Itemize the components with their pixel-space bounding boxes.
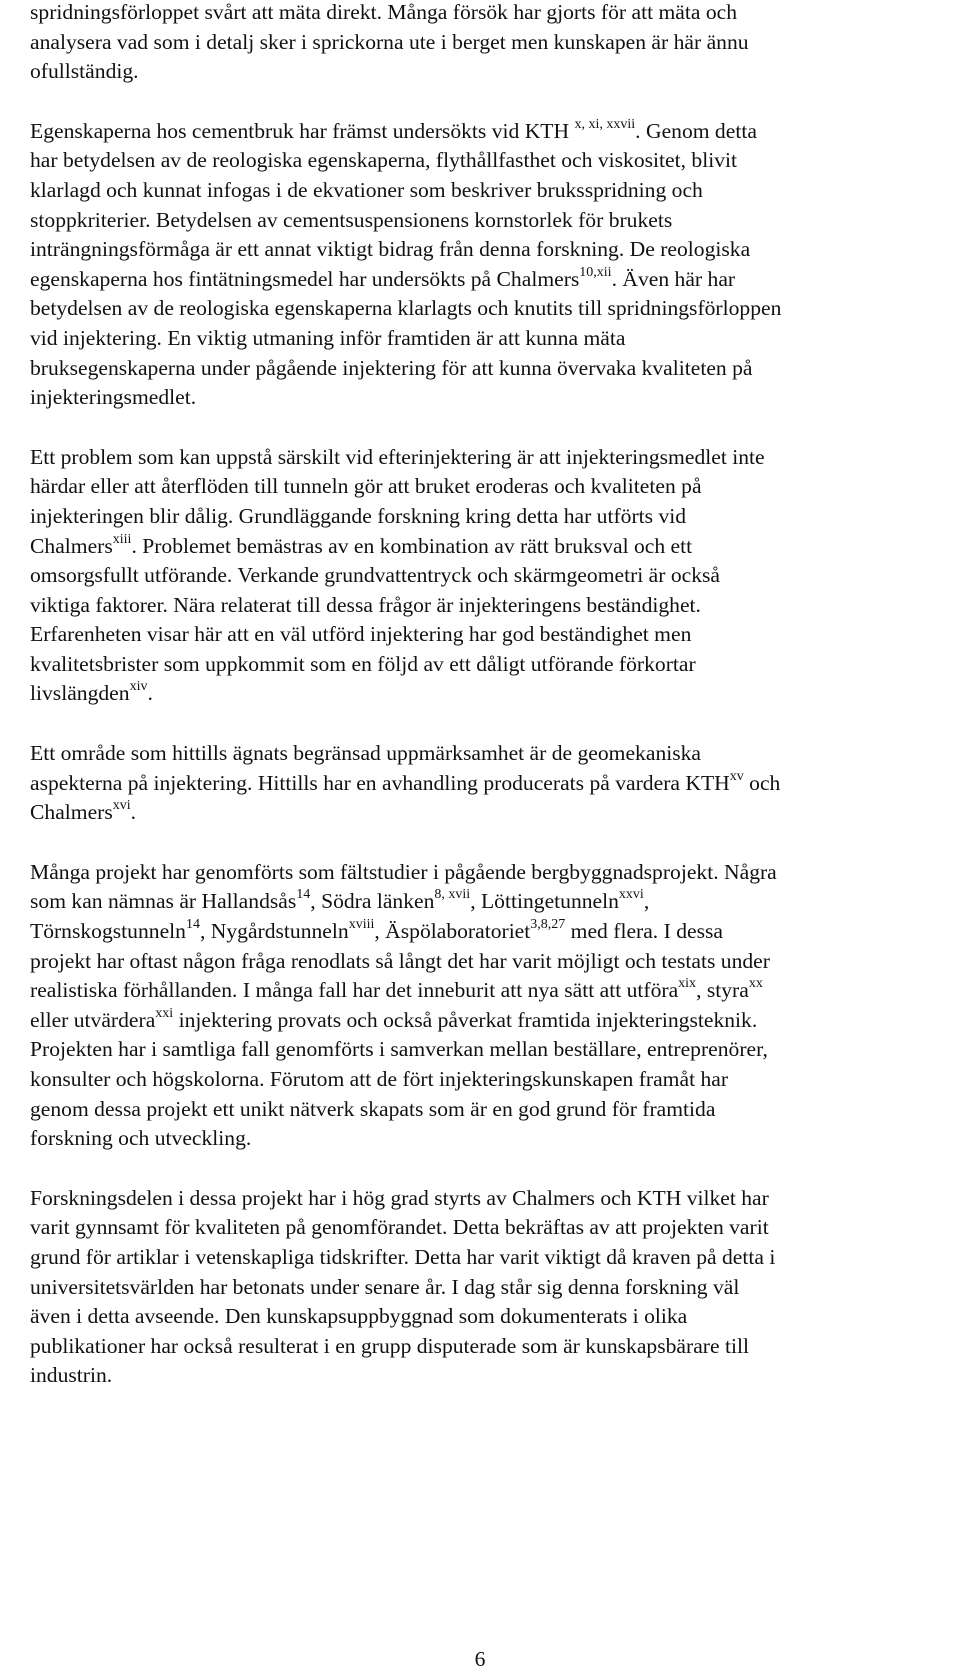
text-run: betydelsen av de reologiska egenskaperna klarlagts och knutits till spridningsförloppen — [30, 296, 782, 321]
reference-superscript: x, xi, xxvii — [574, 116, 636, 132]
text-run: Chalmers — [30, 800, 113, 825]
text-line — [30, 1243, 930, 1273]
text-run: viktiga faktorer. Nära relaterat till dessa frågor är injekteringens beständighet. — [30, 592, 701, 617]
text-run: som kan nämnas är Hallandsås — [30, 889, 297, 914]
text-line — [30, 917, 930, 947]
text-run: . Genom detta — [635, 118, 757, 143]
reference-superscript: 14 — [185, 917, 200, 933]
text-run: publikationer har också resulterat i en grupp disputerade som är kunskapsbärare till — [30, 1333, 749, 1358]
text-run: stoppkriterier. Betydelsen av cementsuspensionens kornstorlek för brukets — [30, 207, 673, 232]
text-run: forskning och utveckling. — [30, 1126, 252, 1151]
reference-superscript: xviii — [348, 917, 375, 933]
text-line — [30, 324, 930, 354]
text-line — [30, 502, 930, 532]
text-run: omsorgsfullt utförande. Verkande grundvattentryck och skärmgeometri är också — [30, 563, 720, 588]
text-line — [30, 650, 930, 680]
text-line — [30, 1361, 930, 1391]
text-run: injekteringen blir dålig. Grundläggande forskning kring detta har utförts vid — [30, 503, 687, 528]
reference-superscript: 8, xvii — [434, 887, 471, 903]
text-line — [30, 1065, 930, 1095]
text-run: bruksegenskaperna under pågående injektering för att kunna övervaka kvaliteten på — [30, 355, 753, 380]
text-run: klarlagd och kunnat infogas i de ekvationer som beskriver bruksspridning och — [30, 177, 703, 202]
text-run: Egenskaperna hos cementbruk har främst undersökts vid KTH — [30, 118, 575, 143]
text-run: även i detta avseende. Den kunskapsuppbyggnad som dokumenterats i olika — [30, 1304, 688, 1329]
text-run: injektering provats och också påverkat framtida injekteringsteknik. — [173, 1007, 758, 1032]
text-run: och — [743, 770, 781, 795]
text-run: Erfarenheten visar här att en väl utförd injektering har god beständighet men — [30, 622, 692, 647]
text-run: Projekten har i samtliga fall genomförts i samverkan mellan beställare, entreprenörer, — [30, 1037, 768, 1062]
paragraph — [30, 0, 930, 87]
text-run: genom dessa projekt ett unikt nätverk skapats som är en god grund för framtida — [30, 1096, 716, 1121]
text-run: , — [643, 889, 650, 914]
reference-superscript: 3,8,27 — [530, 917, 566, 933]
text-run: , Löttingetunneln — [470, 889, 619, 914]
text-run: Chalmers — [30, 533, 113, 558]
text-line — [30, 679, 930, 709]
text-line — [30, 383, 930, 413]
text-line — [30, 206, 930, 236]
text-run: kvalitetsbrister som uppkommit som en följd av ett dåligt utförande förkortar — [30, 651, 696, 676]
text-line — [30, 1006, 930, 1036]
text-run: Många projekt har genomförts som fältstudier i pågående bergbyggnadsprojekt. Några — [30, 859, 777, 884]
text-line — [30, 294, 930, 324]
text-run: , Äspölaboratoriet — [374, 919, 531, 944]
text-line — [30, 1332, 930, 1362]
text-run: grund för artiklar i vetenskapliga tidskrifter. Detta har varit viktigt då kraven på detta i — [30, 1244, 776, 1269]
paragraph — [30, 443, 930, 709]
text-run: konsulter och högskolorna. Förutom att de fört injekteringskunskapen framåt har — [30, 1067, 729, 1091]
text-line — [30, 57, 930, 87]
text-line — [30, 146, 930, 176]
reference-superscript: xx — [748, 976, 763, 992]
text-line — [30, 798, 930, 828]
reference-superscript: xix — [678, 976, 697, 992]
text-line — [30, 354, 930, 384]
text-line — [30, 443, 930, 473]
reference-superscript: 14 — [296, 887, 311, 903]
text-line — [30, 1184, 930, 1214]
text-line — [30, 561, 930, 591]
text-run: , Nygårdstunneln — [199, 919, 349, 944]
text-run: har betydelsen av de reologiska egenskaperna, flythållfasthet och viskositet, blivit — [30, 148, 737, 173]
text-run: spridningsförloppet svårt att mäta direkt. Många försök har gjorts för att mäta och — [30, 0, 738, 24]
text-line — [30, 858, 930, 888]
text-run: injekteringsmedlet. — [30, 385, 197, 410]
text-run: universitetsvärlden har betonats under senare år. I dag står sig denna forskning väl — [30, 1274, 740, 1299]
text-run: , Södra länken — [310, 889, 435, 914]
text-run: med flera. I dessa — [565, 919, 723, 944]
text-line — [30, 532, 930, 562]
text-run: inträngningsförmåga är ett annat viktigt bidrag från denna forskning. De reologiska — [30, 237, 751, 262]
reference-superscript: xvi — [112, 798, 131, 814]
text-run: ofullständig. — [30, 59, 139, 84]
reference-superscript: xiv — [129, 679, 148, 695]
text-line — [30, 769, 930, 799]
text-line — [30, 1124, 930, 1154]
text-run: realistiska förhållanden. I många fall har det inneburit att nya sätt att utföra — [30, 978, 679, 1003]
text-run: Forskningsdelen i dessa projekt har i hög grad styrts av Chalmers och KTH vilket har — [30, 1185, 769, 1210]
text-run: eller utvärdera — [30, 1007, 156, 1032]
page-number: 6 — [474, 1647, 486, 1671]
reference-superscript: xxvi — [618, 887, 644, 903]
paragraph — [30, 117, 930, 413]
text-run: aspekterna på injektering. Hittills har en avhandling producerats på vardera KTH — [30, 770, 730, 795]
reference-superscript: xv — [729, 768, 744, 784]
reference-superscript: 10,xii — [579, 264, 612, 280]
text-run: varit gynnsamt för kvaliteten på genomförandet. Detta bekräftas av att projekten varit — [30, 1215, 769, 1240]
text-line — [30, 976, 930, 1006]
text-run: härdar eller att återflöden till tunneln gör att bruket eroderas och kvaliteten på — [30, 474, 702, 499]
text-run: egenskaperna hos fintätningsmedel har undersökts på Chalmers — [30, 266, 580, 291]
paragraph — [30, 739, 930, 828]
text-line — [30, 591, 930, 621]
paragraph — [30, 1184, 930, 1391]
text-line — [30, 1302, 930, 1332]
reference-superscript: xxi — [155, 1005, 174, 1021]
paragraph — [30, 858, 930, 1154]
text-run: Ett område som hittills ägnats begränsad uppmärksamhet är de geomekaniska — [30, 741, 702, 766]
text-line — [30, 117, 930, 147]
text-line — [30, 739, 930, 769]
text-line — [30, 620, 930, 650]
text-line — [30, 887, 930, 917]
text-line — [30, 28, 930, 58]
text-run: . Problemet bemästras av en kombination av rätt bruksval och ett — [131, 533, 693, 558]
text-run: analysera vad som i detalj sker i sprickorna ute i berget men kunskapen är här ännu — [30, 29, 749, 54]
text-line — [30, 176, 930, 206]
text-line — [30, 947, 930, 977]
text-run: projekt har oftast någon fråga renodlats så långt det har varit möjligt och testats under — [30, 948, 770, 973]
text-run: livslängden — [30, 681, 130, 706]
text-line — [30, 1213, 930, 1243]
text-run: . Även här har — [611, 266, 736, 291]
text-line — [30, 265, 930, 295]
text-run: vid injektering. En viktig utmaning inför framtiden är att kunna mäta — [30, 325, 626, 350]
text-line — [30, 1095, 930, 1125]
text-run: Ett problem som kan uppstå särskilt vid efterinjektering är att injekteringsmedlet inte — [30, 444, 765, 469]
document-body — [30, 0, 930, 1421]
text-run: industrin. — [30, 1363, 113, 1388]
text-line — [30, 0, 930, 28]
text-run: . — [130, 800, 137, 825]
text-line — [30, 235, 930, 265]
text-run: . — [147, 681, 153, 706]
text-line — [30, 472, 930, 502]
text-run: Törnskogstunneln — [30, 919, 186, 944]
text-run: , styra — [696, 978, 749, 1003]
reference-superscript: xiii — [112, 531, 132, 547]
text-line — [30, 1035, 930, 1065]
text-line — [30, 1273, 930, 1303]
